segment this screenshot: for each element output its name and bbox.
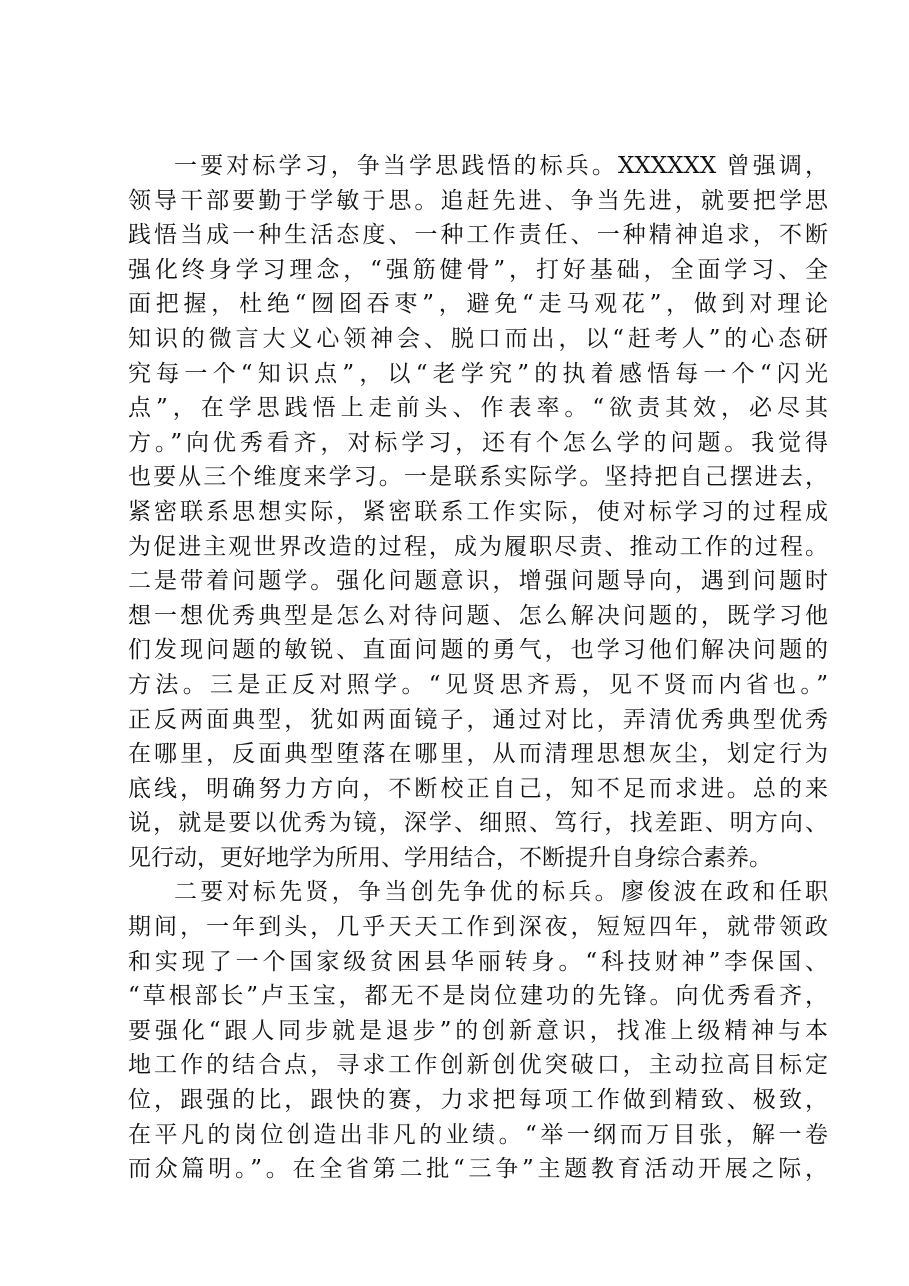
paragraph-line: 说，就是要以优秀为镜，深学、细照、笃行，找差距、明方向、	[128, 810, 828, 837]
paragraph-line: 究每一个“知识点”，以“老学究”的执着感悟每一个“闪光	[128, 360, 828, 387]
paragraph-line: 二要对标先贤，争当创先争优的标兵。廖俊波在政和任职	[174, 879, 828, 906]
paragraph-line: 要强化“跟人同步就是退步”的创新意识，找准上级精神与本	[128, 1017, 828, 1044]
paragraph-2	[128, 875, 828, 1186]
paragraph-line: 领导干部要勤于学敏于思。追赶先进、争当先进，就要把学思	[128, 187, 828, 214]
paragraph-line: 底线，明确努力方向，不断校正自己，知不足而求进。总的来	[128, 775, 828, 802]
paragraph-line: 想一想优秀典型是怎么对待问题、怎么解决问题的，既学习他	[128, 602, 828, 629]
paragraph-line: 强化终身学习理念，“强筋健骨”，打好基础，全面学习、全	[128, 256, 828, 283]
paragraph-line: 在平凡的岗位创造出非凡的业绩。“举一纲而万目张，解一卷	[128, 1121, 828, 1148]
paragraph-line: 位，跟强的比，跟快的赛，力求把每项工作做到精致、极致，	[128, 1087, 828, 1114]
paragraph-line: 而众篇明。”。在全省第二批“三争”主题教育活动开展之际，	[128, 1156, 828, 1183]
paragraph-line: 二是带着问题学。强化问题意识，增强问题导向，遇到问题时	[128, 568, 828, 595]
paragraph-line: 见行动，更好地学为所用、学用结合，不断提升自身综合素养。	[128, 844, 772, 871]
paragraph-line: “草根部长”卢玉宝，都无不是岗位建功的先锋。向优秀看齐，	[128, 983, 828, 1010]
document-body	[128, 149, 828, 1187]
paragraph-line: 正反两面典型，犹如两面镜子，通过对比，弄清优秀典型优秀	[128, 706, 828, 733]
paragraph-line: 知识的微言大义心领神会、脱口而出，以“赶考人”的心态研	[128, 325, 828, 352]
paragraph-line: 践悟当成一种生活态度、一种工作责任、一种精神追求，不断	[128, 222, 828, 249]
paragraph-line: 方。”向优秀看齐，对标学习，还有个怎么学的问题。我觉得	[128, 429, 828, 456]
paragraph-line: 和实现了一个国家级贫困县华丽转身。“科技财神”李保国、	[128, 948, 828, 975]
paragraph-line: 面把握，杜绝“囫囵吞枣”，避免“走马观花”，做到对理论	[128, 291, 828, 318]
paragraph-line: 紧密联系思想实际，紧密联系工作实际，使对标学习的过程成	[128, 498, 828, 525]
paragraph-line: 为促进主观世界改造的过程，成为履职尽责、推动工作的过程。	[128, 533, 828, 560]
paragraph-line: 期间，一年到头，几乎天天工作到深夜，短短四年，就带领政	[128, 914, 828, 941]
paragraph-line: 地工作的结合点，寻求工作创新创优突破口，主动拉高目标定	[128, 1052, 828, 1079]
paragraph-line: 在哪里，反面典型堕落在哪里，从而清理思想灰尘，划定行为	[128, 741, 828, 768]
paragraph-line: 也要从三个维度来学习。一是联系实际学。坚持把自己摆进去，	[128, 464, 828, 491]
paragraph-1	[128, 149, 828, 875]
paragraph-line: 点”，在学思践悟上走前头、作表率。“欲责其效，必尽其	[128, 395, 828, 422]
paragraph-line: 们发现问题的敏锐、直面问题的勇气，也学习他们解决问题的	[128, 637, 828, 664]
paragraph-line: 一要对标学习，争当学思践悟的标兵。XXXXXX 曾强调，	[174, 153, 828, 179]
paragraph-line: 方法。三是正反对照学。“见贤思齐焉，见不贤而内省也。”	[128, 671, 828, 698]
